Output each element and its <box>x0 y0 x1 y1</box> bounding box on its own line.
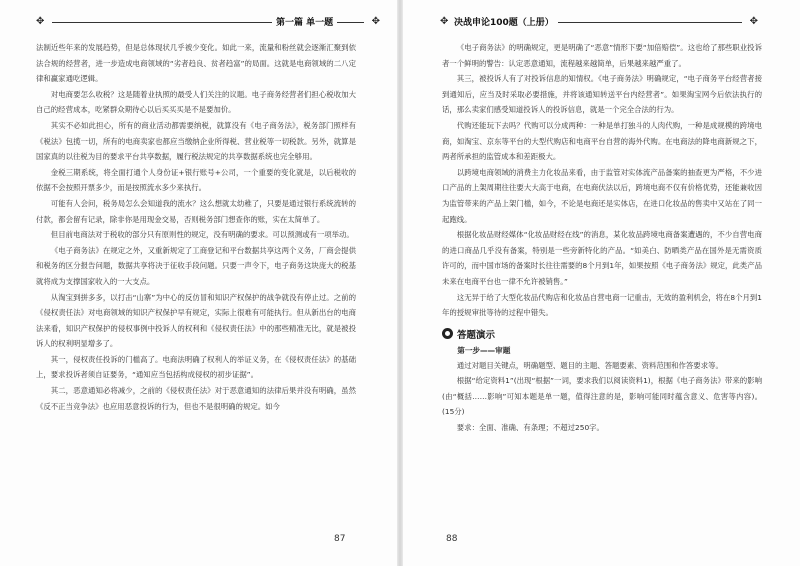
page-number: 88 <box>446 534 458 544</box>
body-paragraph: 其实不必如此担心，所有的商业活动都需要纳税，就算没有《电子商务法》，税务部门照样有《税法》包揽一切，所有的电商卖家也都应当缴纳企业所得税、营业税等一切税款。另外，就算是国家真的以往税为目的要求平台共享数据，履行税法规定的共享数据系统也完全够用。 <box>36 120 356 162</box>
section-heading <box>442 327 762 341</box>
answer-paragraph: 通过对题目关键点，明确题型、题目的主题、答题要素、资料范围和作答要求等。 <box>456 360 723 370</box>
body-paragraph: 这无异于给了大型化妆品代购店和化妆品自营电商一记重击，无效的盈利机会，将在8个月到1年的授规审批等待的过程中错失。 <box>442 292 762 318</box>
body-paragraph: 其二，恶意通知必将减少，之前的《侵权责任法》对于恶意通知的法律后果并没有明确，虽然《反不正当竞争法》也应用恶意投诉的行为，但也不是很明确的规定。如今 <box>36 386 356 411</box>
body-paragraph: 可能有人会问，税务局怎么会知道我的流水？这么想就太幼稚了，只要是通过银行系统流转的付款，都会留有记录，除非你是用现金交易，否则税务部门想查你的账，实在太简单了。 <box>36 198 356 224</box>
body-paragraph: 《电子商务法》的明确规定，更是明确了“恶意”情形下要“加倍赔偿”。这也给了那些职业投诉者一个鲜明的警告：认定恶意通知，流程越来越简单，后果越来越严重了。 <box>442 43 762 68</box>
body-paragraph: 根据化妆品财经媒体“化妆品财经在线”的消息，某化妆品跨境电商备案遭遇的，不少自营电商的进口商品几乎没有备案，特别是一些旁新特化的产品。“如美白、防晒类产品在国外是无需资质许可的，而中国市场的备案时长往往需要的8个月到1年，如果按照《电子商务法》规定，此类产品未来在电商平台也一律不允许被销售。” <box>442 230 762 286</box>
body-paragraph: 代购还能玩下去吗？代购可以分成两种：一种是单打独斗的人肉代购，一种是成规模的跨境电商，如淘宝、京东等平台的大型代购店和电商平台自营的海外代购。在电商法的降电商新规之下，两者所承担的监管成本和差距极大。 <box>442 120 762 162</box>
answer-paragraph: 根据“给定资料1”(出现“根据”一词，要求我们以阅读资料1)，根据《电子商务法》带来的影响(由“概括……影响”可知本题是单一题，值得注意的是，影响可能同时蕴含意义、危害等内容)。(15分) <box>442 376 762 417</box>
body-paragraph: 法制近些年来的发展趋势，但是总体现状几乎被少变化。如此一来，流量和粉丝就会逐渐汇聚到依法合规的经营者，进一步造成电商领域的“劣者趋良、贫者趋富”的局面。这就是电商领域的二八定律和赢家通吃逻辑。 <box>36 43 356 84</box>
answer-paragraph: 要求：全面、准确、有条理；不超过250字。 <box>456 423 604 433</box>
ornament-icon: ✥ <box>440 16 449 27</box>
page-number: 87 <box>334 534 346 544</box>
ornament-icon: ✥ <box>749 16 758 27</box>
header-title: 决战申论100题（上册） <box>450 15 558 28</box>
header-title: 第一篇 单一题 <box>272 15 337 28</box>
body-paragraph: 但目前电商法对于税收的部分只有原则性的规定，没有明确的要求。可以预测或有一项举动。 <box>50 230 354 240</box>
body-paragraph: 以跨境电商领域的消费主力化妆品来看，由于监管对实体流产品备案的抽查更为严格，不少进口产品的上架周期往往要大大高于电商，在电商伏法以后，跨境电商不仅有价格优势，还能兼收因为监管带来的产品上架门槛，如今，不论是电商还是实体店，在进口化妆品的售卖中又站在了同一起跑线。 <box>442 167 762 224</box>
ornament-icon: ✥ <box>371 16 380 27</box>
body-paragraph: 金税三期系统，将全面打通个人身份证+银行账号+公司，一个重要的变化就是，以后税收的依据不会按照开票多少，而是按照流水多少来执行。 <box>36 167 356 193</box>
body-paragraph: 《电子商务法》在规定之外，又重新规定了工商登记和平台数据共享这两个义务，厂商会提供和税务的区分报告问题，数据共享将决于征收手段问题。只要一声令下，电子商务这块庞大的税基就将成为支撑国家收入的一大支点。 <box>36 245 356 286</box>
body-paragraph: 从淘宝到拼多多，以打击“山寨”为中心的反仿冒和知识产权保护的战争就没有停止过。之前的《侵权责任法》对电商领域的知识产权保护早有规定，实际上很难有可能执行。但从新出台的电商法来看，知识产权保护的侵权事例中投诉人的权利和《侵权责任法》中的那些精准无比，就是被投诉人的权利明显增多了。 <box>36 292 356 349</box>
section-title: 答题演示 <box>457 329 496 341</box>
right-page <box>400 0 800 566</box>
body-paragraph: 其三，被投诉人有了对投诉信息的知情权。《电子商务法》明确规定，“电子商务平台经营者接到通知后，应当及时采取必要措施，并将该通知转送平台内经营者”。如果淘宝网今后依法执行的话，那么卖家们感受知道投诉人的投诉信息，就是一个完全合法的行为。 <box>442 74 762 115</box>
ornament-icon: ✥ <box>36 16 45 27</box>
step-heading: 第一步——审题 <box>457 345 511 355</box>
body-paragraph: 对电商要怎么收税？这是随着业执照的最受人们关注的议题。电子商务经营者们担心税收加大自己的经营成本，吃紧群众期待心以后买买买是不是要加价。 <box>36 89 356 115</box>
body-paragraph: 其一，侵权责任投诉的门槛高了。电商法明确了权利人的举证义务，在《侵权责任法》的基础上，要求投诉者须自证要务，“通知应当包括构成侵权的初步证据”。 <box>36 354 356 380</box>
section-bullet-icon <box>442 328 453 339</box>
